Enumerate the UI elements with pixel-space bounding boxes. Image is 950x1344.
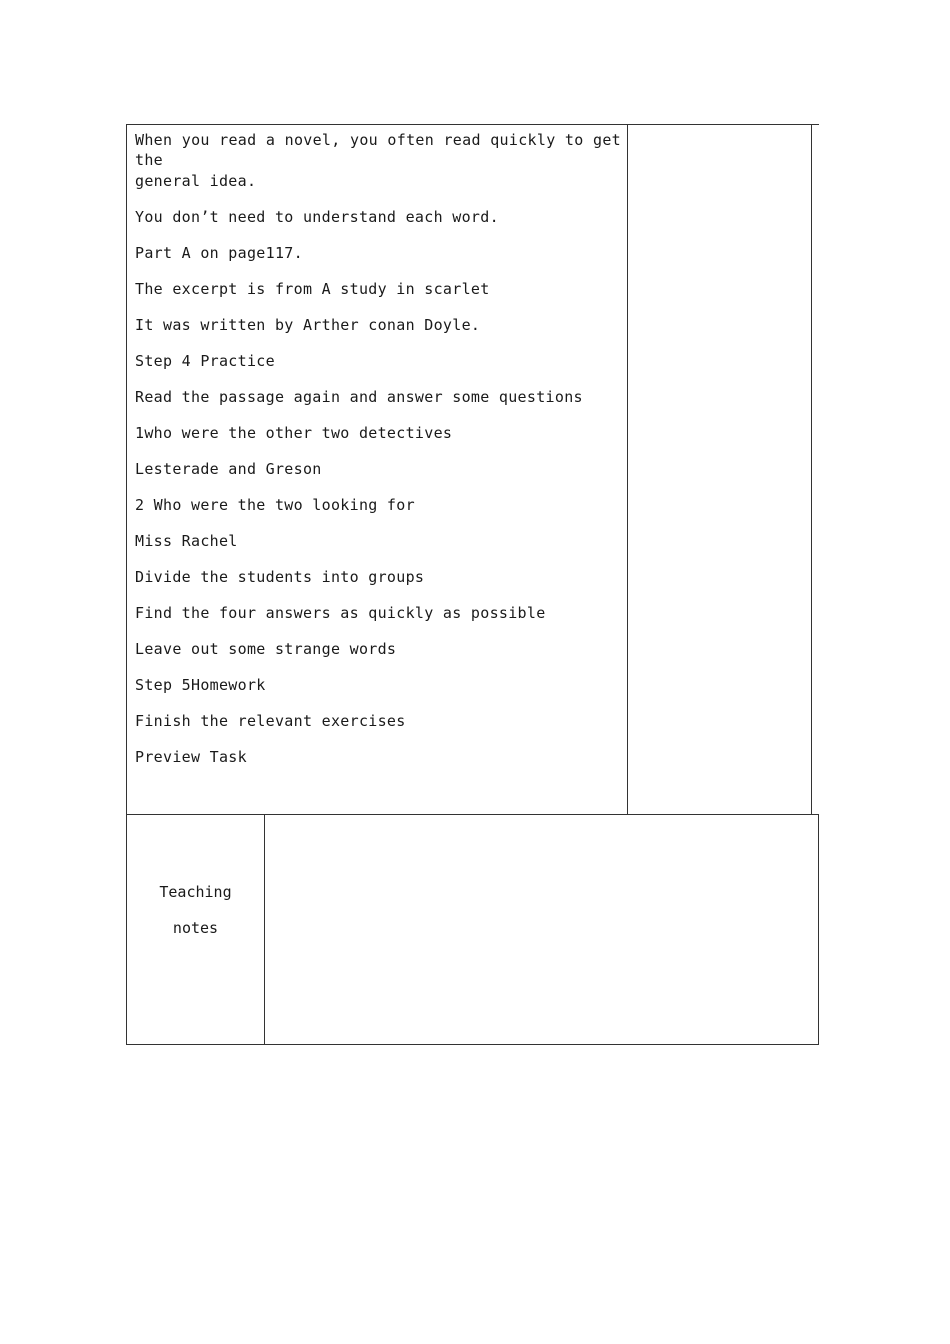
lesson-line: Miss Rachel (135, 532, 238, 550)
lesson-line: Finish the relevant exercises (135, 712, 406, 730)
lesson-line: Step 5Homework (135, 676, 266, 694)
notes-column-divider (264, 814, 265, 1045)
notes-label-line: Teaching (159, 883, 232, 901)
lesson-line: Divide the students into groups (135, 568, 425, 586)
table-border-stub (812, 124, 819, 125)
teaching-notes-label (127, 874, 264, 946)
lesson-line: Part A on page117. (135, 244, 303, 262)
lesson-line: Step 4 Practice (135, 352, 275, 370)
lesson-line: Leave out some strange words (135, 640, 397, 658)
lesson-line: general idea. (135, 172, 257, 190)
lesson-line: The excerpt is from A study in scarlet (135, 280, 490, 298)
lesson-line: Find the four answers as quickly as possible (135, 604, 546, 622)
lesson-line: When you read a novel, you often read quickly to get the (135, 131, 621, 169)
lesson-line: Preview Task (135, 748, 247, 766)
lesson-line: Read the passage again and answer some questions (135, 388, 583, 406)
notes-label-line: notes (172, 919, 219, 937)
lesson-line: Lesterade and Greson (135, 460, 322, 478)
column-divider (627, 124, 628, 814)
lesson-line: 2 Who were the two looking for (135, 496, 415, 514)
lesson-line: 1who were the other two detectives (135, 424, 453, 442)
lesson-line: It was written by Arther conan Doyle. (135, 316, 481, 334)
lesson-line: You don’t need to understand each word. (135, 208, 499, 226)
